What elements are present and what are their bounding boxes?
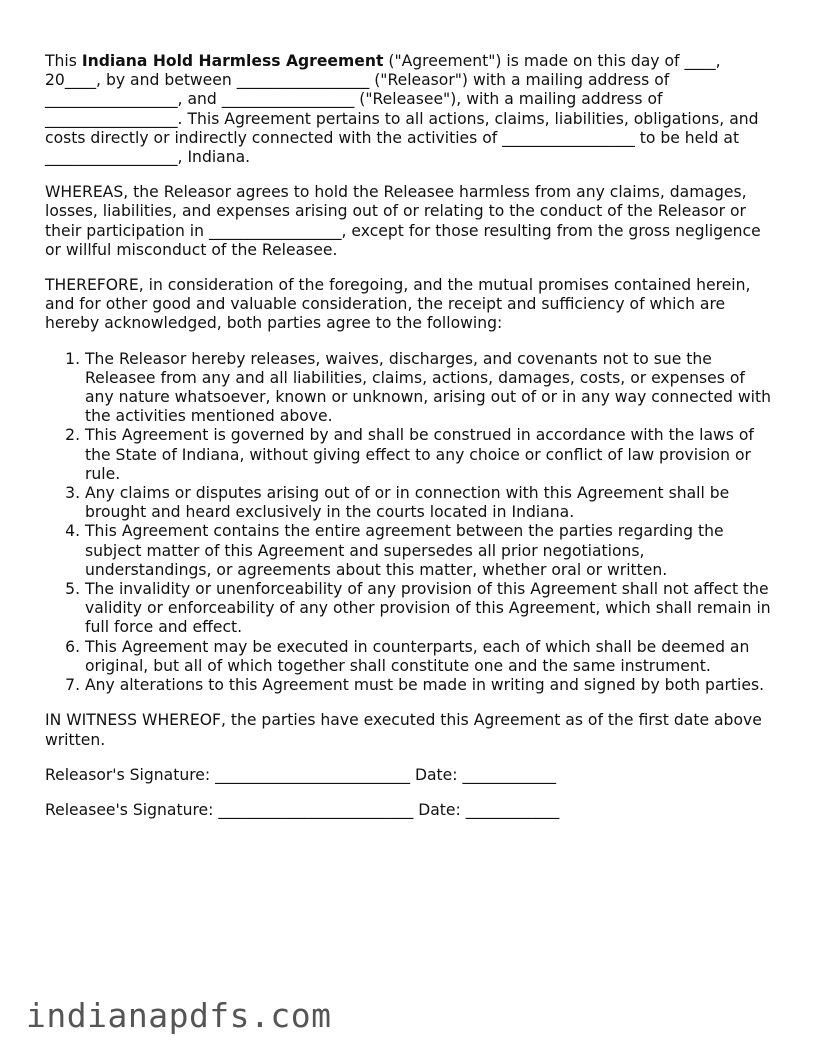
intro-text-body: ("Agreement") is made on this day of ____, 20____, by and between _________________ ("Releasor") with a mailing address of _________________, and _________________ ("Releasee"), with a mailing address of _________________. This Agreement pertains to all actions, claims, liabilities, obligations, and costs directly or indirectly connected with the activities of _________________ to be held at _________________, Indiana.: [45, 52, 759, 167]
clause-item: 1. The Releasor hereby releases, waives, discharges, and covenants not to sue the Releasee from any and all liabilities, claims, actions, damages, costs, or expenses of any nature whatsoever, known or unknown, arising out of or in any way connected with the activities mentioned above.: [85, 350, 775, 427]
clause-item: 4. This Agreement contains the entire agreement between the parties regarding the subject matter of this Agreement and supersedes all prior negotiations, understandings, or agreements about this matter, whether oral or written.: [85, 522, 775, 580]
clause-list: [45, 350, 775, 696]
intro-paragraph: [45, 52, 775, 167]
whereas-paragraph: WHEREAS, the Releasor agrees to hold the Releasee harmless from any claims, damages, losses, liabilities, and expenses arising out of or relating to the conduct of the Releasor or their participation in _________________, except for those resulting from the gross negligence or willful misconduct of the Releasee.: [45, 183, 761, 259]
clause-item: 2. This Agreement is governed by and shall be construed in accordance with the laws of the State of Indiana, without giving effect to any choice or conflict of law provision or rule.: [85, 426, 775, 484]
releasee-signature-line: Releasee's Signature: _________________________ Date: ____________: [45, 800, 560, 819]
intro-text-start: This: [45, 52, 82, 70]
clause-item: 7. Any alterations to this Agreement must be made in writing and signed by both parties.: [85, 676, 775, 695]
agreement-document: [45, 52, 775, 836]
releasor-signature-line: Releasor's Signature: _________________________ Date: ____________: [45, 765, 557, 784]
clause-item: 6. This Agreement may be executed in counterparts, each of which shall be deemed an original, but all of which together shall constitute one and the same instrument.: [85, 638, 775, 676]
witness-paragraph: IN WITNESS WHEREOF, the parties have executed this Agreement as of the first date above written.: [45, 711, 762, 749]
clause-item: 5. The invalidity or unenforceability of any provision of this Agreement shall not affect the validity or enforceability of any other provision of this Agreement, which shall remain in full force and effect.: [85, 580, 775, 638]
document-title: Indiana Hold Harmless Agreement: [81, 52, 384, 70]
clause-item: 3. Any claims or disputes arising out of or in connection with this Agreement shall be brought and heard exclusively in the courts located in Indiana.: [85, 484, 775, 522]
therefore-paragraph: THEREFORE, in consideration of the foregoing, and the mutual promises contained herein, and for other good and valuable consideration, the receipt and sufficiency of which are hereby acknowledged, both parties agree to the following:: [45, 276, 751, 333]
watermark-logo: indianapdfs.com: [26, 996, 332, 1035]
